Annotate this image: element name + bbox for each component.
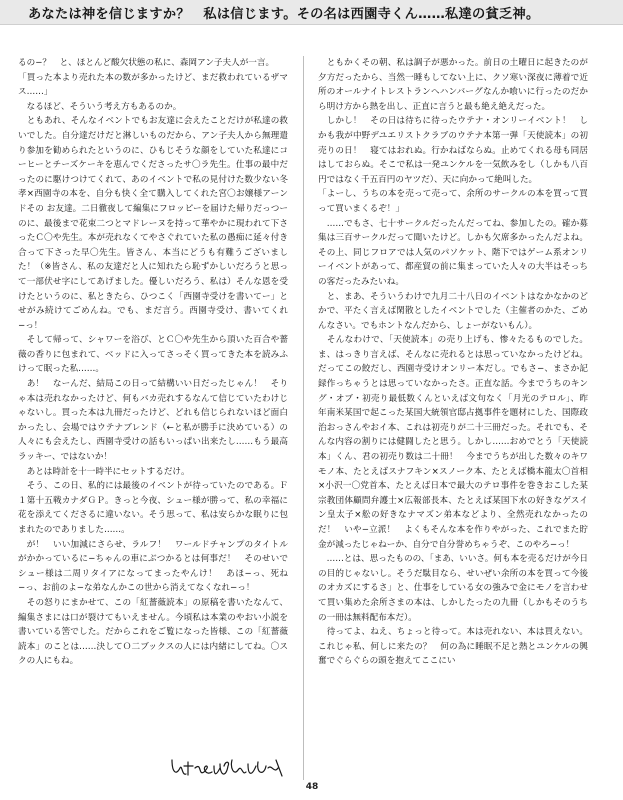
right-paragraph: 「よーし、うちの本を売って売って、余所のサークルの本を買って買って買いまくるぞ！」: [318, 189, 588, 214]
left-paragraph: その怒りにまかせて、この「紅薔薇読本」の原稿を書いたなんて、編集さまには口が裂けてもいえません。今頃私は本業のやおい小説を書いている筈でした。だからこれをご覧になった皆様、この「紅薔薇読本」のことは……決してＯ二ブックスの人には内緒にしてね。〇スクの人にもね。: [18, 597, 288, 667]
left-paragraph: そう、この日、私的には最後のイベントが待っていたのである。Ｆ１第十五戦カナダＧＰ。きっと今夜、シュー様が勝って、私の幸福に花を添えてくださるに違いない。そう思って、私は安らかな眠りに包まれたのでありました……。: [18, 481, 288, 535]
author-signature: [168, 754, 288, 782]
right-paragraph: そんなわけで、「天使読本」の売り上げも、惨々たるものでした。ま、はっきり言えば、そんなに売れるとは思っていなかったけどね。だってこの餃だし、西園寺受けオンリー本だし。でもさ−、まさか記録作っちゃうとは思っていなかったさ。正直な話。今までうちのキング・オブ・初売り最低数くんといえば文句なく「月光のテロル」、昨年南米某国で起こった某国大統領官邸占拠事件を題材にした、国際政治おっさんやおイ本、これは初売りが二十三冊だった。それでも、そんな内容の割りには健闘したと思う。しかし……おめでとう「天使読本」くん、君の初売り数は二十冊！ 今までうちが出した数々のキワモノ本、たとえばスナフキン×スノーク本、たとえば橋本龍太〇首相×小沢一〇党首本、たとえば日本で最大のテロ事件を巻きおこした某宗教団体顧問弁護士×広報部長本、たとえば某国下水の好きなゲスイン皇太子×舩の好きなナマズン弟本などより、全然売れなかったのだ！ いや−立派！ よくもそんな本を作りやがった、これでまた貯金が減ったじゃねーか、自分で自分誉めちゃうぞ、このやろ−っ！: [318, 335, 588, 550]
right-paragraph: と、まあ、そういうわけで九月二十八日のイベントはなかなかのどかで、平たく言えば閑散としたイベントでした（主催者のかた、ごめんなさい。でもホントなんだから、しょーがないもん）。: [318, 291, 588, 331]
left-paragraph: ともあれ、そんなイベントでもお友達に会えたことだけが私達の救いでした。自分達だけだと淋しいものだから、アン子夫人から無理遣り参加を勧められたというのに、ひもじそうな顔をしていた私達にコーヒーとチーズケーキを恵んでくださったサ〇ラ先生。仕事の最中だったのに駆けつけてくれて、あのイベントで私の見付けた数少ない冬孝×西園寺の本を、自分も快く全て購入してくれた宮〇お嬢様アーンドその お友達。二日徹夜して編集にフロッピーを届けた帰りだっつーのに、最後まで花束二つとマドレーヌを持って華やかに現われて下さったＣ〇や先生。本が売れなくてやさぐれていた私の愚痴に延々付き合って下さった早〇先生。皆さん、本当にどうも有難うございました！（※皆さん、私の友達だと人に知れたら恥ずかしいだろうと思って一部伏せ字にしてあげました。優しいだろう、私は）そんな恩を受けたというのに、私ときたら、ひつこく「西園寺受けを書いてー」とせがみ続けてごめんね。でも、まだ言う。西園寺受け、書いてくれ−っ！: [18, 116, 288, 331]
page-header-title: あなたは神を信じますか？ 私は信じます。その名は西園寺くん……私達の貧乏神。: [28, 7, 540, 22]
header-band: [0, 0, 623, 25]
right-paragraph: ……でもさ、七十サークルだったんだってね、参加したの。確か募集は三百サークルだって聞いたけど。しかも欠席多かったんだよね。その上、同じフロアでは人気のパソケット、階下ではゲーム系オンリーイベントがあって、都産貿の前に集まっていた人々の大半はそっちの客だったみたいね。: [318, 218, 588, 287]
left-paragraph: なるほど、そういう考え方もあるのか。: [18, 101, 182, 112]
right-paragraph: しかし！ その日は待ちに待ったウテナ・オンリーイベント！ しかも我が中野デユエリストクラブのウテナ本第一弾「天使読本」の初売りの日！ 寝てはおれぬ。行かねばならぬ。止めてくれる母も同居はしておらぬ。そこで私は一発ユンケルを一気飲みをし（しかも八百円ではなく千五百円のヤツだ）、天に向かって絶叫した。: [318, 116, 588, 185]
page-number: 48: [305, 782, 319, 792]
handwritten-signature-graphic: [168, 754, 288, 782]
right-text-column: [318, 56, 588, 669]
left-paragraph: そして帰って、シャワーを浴び、とＣ〇や先生から頂いた百合や薔薇の香りに包まれて、ベッドに入ってさっそく買ってきた本を読みふけって眠った私……。: [18, 335, 288, 375]
left-paragraph: あ！ なーんだ、結局この日って結構いい日だったじゃん！ そりゃ本は売れなかったけど、何もバカ売れするなんて信じていたわけじゃないし。買った本は九冊だったけど、どれも信じられないほど面白かったし、会場ではウテナブレンド（←と私が勝手に決めている）の人々にも会えたし、西園寺受けの話もいっぱい出来たし……もう最高ラッキー、ではないか！: [18, 379, 288, 463]
left-paragraph: が！ いい加減にさらせ、ラルフ！ ワールドチャンプのタイトルがかかっているに−ちゃんの車にぶつかるとは何事だ！ そのせいでシュー様は二周リタイアになってまったやんけ！ あほ−っ、死ね−っ、お前のよ−な弟なんかこの世から消えてなくなれ−っ！: [18, 539, 288, 594]
right-paragraph: ともかくその朝、私は調子が悪かった。前日の土曜日に起きたのが夕方だったから、当然一睡もしてない上に、クソ寒い深夜に薄着で近所のオールナイトレストランへハンバーグなんか喰いに行ったのだから明け方から熱を出し、正直に言うと最も絶え絶えだった。: [318, 58, 588, 112]
right-paragraph: 待ってよ、ねえ、ちょっと待って。本は売れない、本は買えない。これじゃ私、何しに来たの？ 何の為に睡眠不足と熱とユンケルの興奮でぐらぐらの頭を抱えてここにい: [318, 627, 588, 667]
left-text-column: [18, 56, 288, 669]
left-paragraph: あとは時計を十一時半にセットするだけ。: [18, 466, 190, 477]
left-paragraph: 「買った本より売れた本の数が多かったけど、まだ救われているザマス……」: [18, 72, 288, 98]
left-paragraph: るの−？ と、ほとんど酸欠状態の私に、森岡アン子夫人が一言。: [18, 58, 275, 68]
column-divider: [303, 56, 304, 780]
right-paragraph: ……とは、思ったものの、「まあ、いいさ。何も本を売るだけが今日の目的じゃないし。そうだ駄目なら、せいぜい余所の本を買って今後のオカズにするさ」と、仕事をしている女の強みで金にモノを言わせて買い集めた余所さまの本は、しかしたったの九冊（しかもそのうちの一冊は無料配布本だ）。: [318, 554, 588, 623]
